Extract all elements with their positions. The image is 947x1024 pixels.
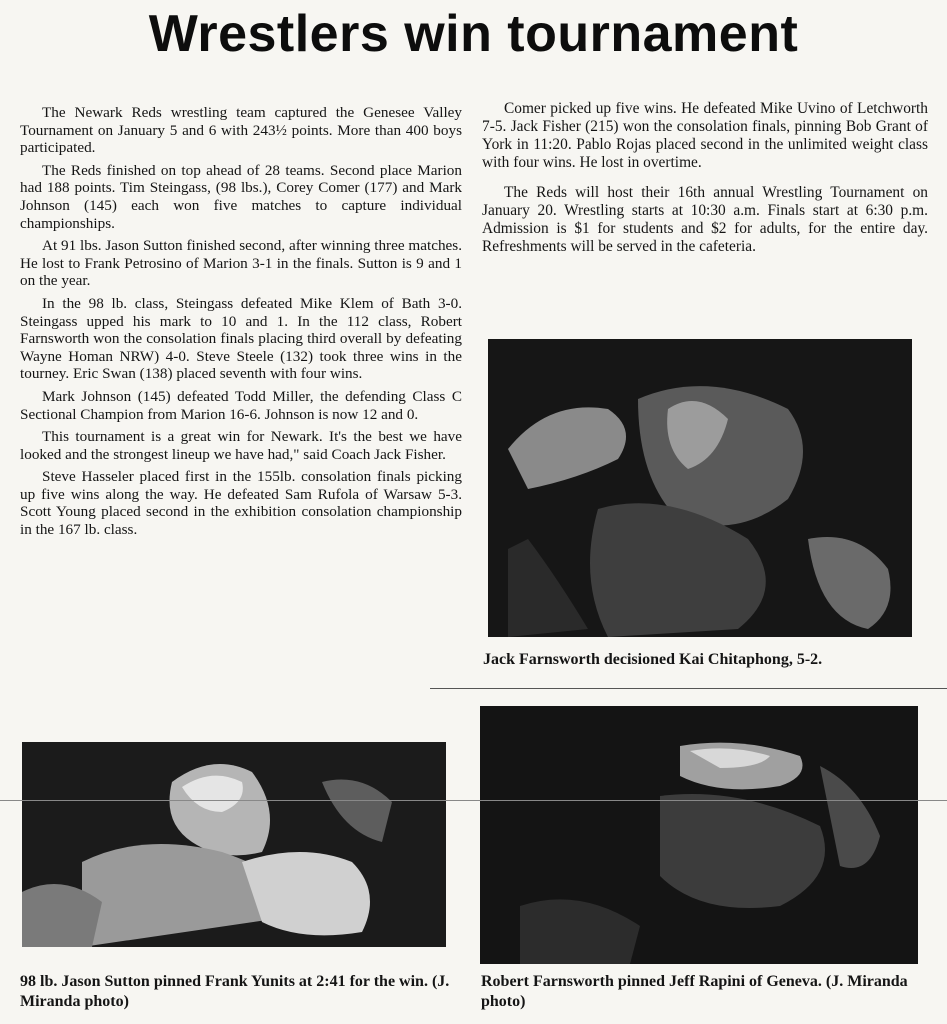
article-paragraph: This tournament is a great win for Newark. It's the best we have looked and the strongest lineup we have had," said Coach Jack Fisher.	[20, 428, 462, 463]
wrestling-photo-1-image	[488, 339, 912, 637]
headline: Wrestlers win tournament	[148, 5, 799, 63]
article-column-right	[482, 100, 928, 268]
article-paragraph: Steve Hasseler placed first in the 155lb. consolation finals picking up five wins along the way. He defeated Sam Rufola of Warsaw 5-3. Scott Young placed second in the exhibition consolation championship in the 167 lb. class.	[20, 468, 462, 539]
wrestling-photo-3-image	[480, 706, 918, 964]
article-paragraph: Comer picked up five wins. He defeated Mike Uvino of Letchworth 7-5. Jack Fisher (215) won the consolation finals, pinning Bob Grant of York in 11:20. Pablo Rojas placed second in the unlimited weight class with four wins. He lost in overtime.	[482, 100, 928, 171]
wrestling-photo-2	[22, 742, 446, 947]
article-paragraph: At 91 lbs. Jason Sutton finished second, after winning three matches. He lost to Frank Petrosino of Marion 3-1 in the finals. Sutton is 9 and 1 on the year.	[20, 237, 462, 290]
article-paragraph: Mark Johnson (145) defeated Todd Miller, the defending Class C Sectional Champion from Marion 16-6. Johnson is now 12 and 0.	[20, 387, 462, 423]
article-paragraph: The Reds finished on top ahead of 28 teams. Second place Marion had 188 points. Tim Steingass, (98 lbs.), Corey Comer (177) and Mark Johnson (145) each won five matches to capture individual championships.	[20, 161, 462, 232]
article-paragraph: The Newark Reds wrestling team captured the Genesee Valley Tournament on January 5 and 6 with 243½ points. More than 400 boys participated.	[20, 104, 462, 157]
photo-caption-3: Robert Farnsworth pinned Jeff Rapini of Geneva. (J. Miranda photo)	[481, 973, 908, 1010]
wrestling-photo-1	[488, 339, 912, 637]
article-paragraph: The Reds will host their 16th annual Wrestling Tournament on January 20. Wrestling starts at 10:30 a.m. Finals start at 6:30 p.m. Admission is $1 for students and $2 for adults, for the entire day. Refreshments will be served in the cafeteria.	[482, 184, 928, 255]
wrestling-photo-3	[480, 706, 918, 964]
article-column-left	[20, 104, 462, 544]
photo-caption-2: 98 lb. Jason Sutton pinned Frank Yunits at 2:41 for the win. (J. Miranda photo)	[20, 973, 450, 1010]
divider-rule	[0, 800, 947, 801]
photo-caption-1: Jack Farnsworth decisioned Kai Chitaphong, 5-2.	[483, 651, 823, 668]
divider-rule	[430, 688, 947, 689]
article-paragraph: In the 98 lb. class, Steingass defeated Mike Klem of Bath 3-0. Steingass upped his mark to 10 and 1. In the 112 class, Robert Farnsworth won the consolation finals placing third overall by defeating Wayne Homan NRW) 4-0. Steve Steele (132) took three wins in the tourney. Eric Swan (138) placed seventh with four wins.	[20, 294, 462, 383]
wrestling-photo-2-image	[22, 742, 446, 947]
